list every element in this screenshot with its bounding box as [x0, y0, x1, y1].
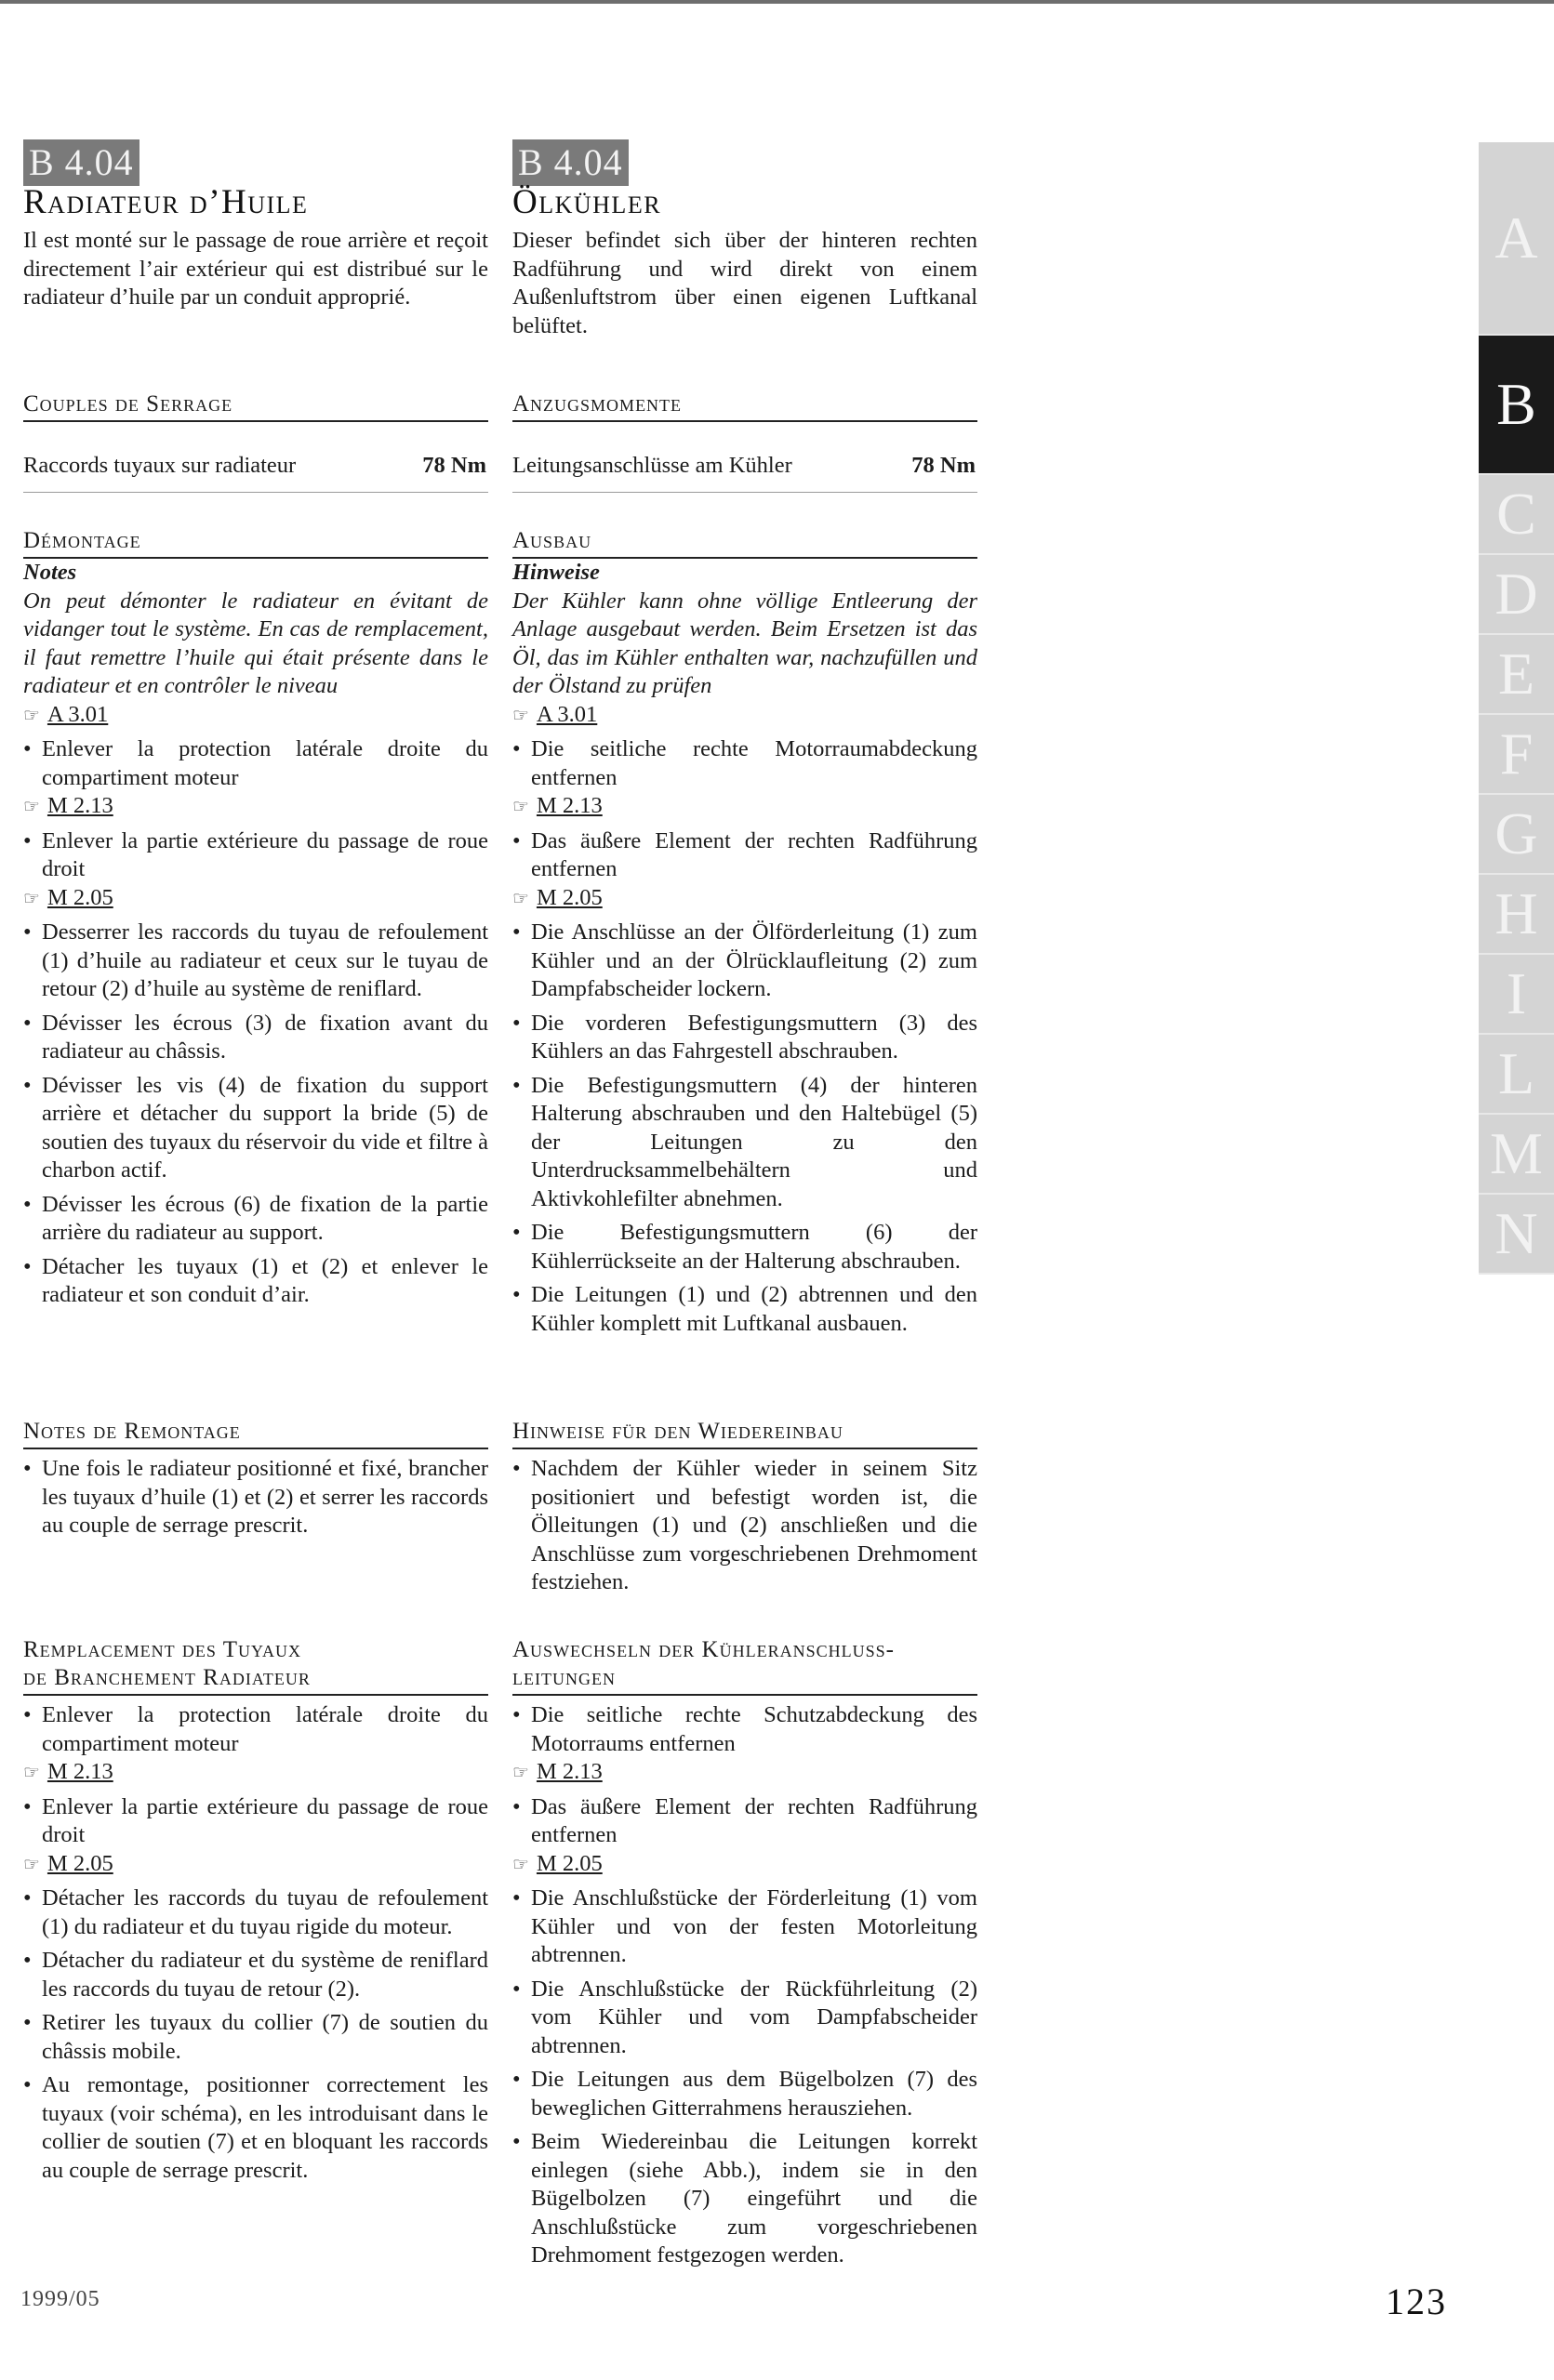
notes-label: Notes	[23, 560, 77, 585]
torque-section	[512, 390, 977, 493]
removal-section	[23, 527, 488, 1310]
chapter-tab-m[interactable]: M	[1479, 1115, 1554, 1195]
chapter-tab-b[interactable]: B	[1479, 336, 1554, 475]
list-item: • Die Anschlußstücke der Rückführleitung (2) vom Kühler und vom Dampfabscheider abtrennen.	[512, 1976, 977, 2061]
list-item: • Au remontage, positionner correctement les tuyaux (voir schéma), en les introduisant dans le collier de soutien (7) et en bloquant les raccords au couple de serrage prescrit.	[23, 2071, 488, 2185]
top-rule	[0, 0, 1554, 4]
pointing-hand-icon: ☞	[23, 705, 40, 726]
reassembly-section	[23, 1418, 488, 1540]
reference-link[interactable]: ☞ M 2.13	[23, 793, 113, 818]
list-item: • Die seitliche rechte Schutzabdeckung des Motorraums entfernen	[512, 1701, 977, 1758]
french-column	[23, 139, 488, 2183]
section-code-badge: B 4.04	[23, 139, 139, 186]
list-item: • Die Befestigungsmuttern (6) der Kühlerrückseite an der Halterung abschrauben.	[512, 1219, 977, 1276]
torque-value: 78 Nm	[911, 453, 976, 478]
list-item: • Dévisser les écrous (6) de fixation de la partie arrière du radiateur au support.	[23, 1191, 488, 1248]
page-title: Ölkühler	[512, 183, 662, 221]
list-item: • Das äußere Element der rechten Radführung entfernen	[512, 1793, 977, 1850]
list-item: • Détacher les raccords du tuyau de refoulement (1) du radiateur et du tuyau rigide du moteur.	[23, 1884, 488, 1941]
torque-item: Raccords tuyaux sur radiateur	[23, 453, 297, 478]
torque-section	[23, 390, 488, 493]
reference-link[interactable]: ☞ M 2.13	[512, 793, 603, 818]
reference-link[interactable]: ☞ A 3.01	[23, 701, 109, 727]
torque-value: 78 Nm	[422, 453, 486, 478]
section-code-badge: B 4.04	[512, 139, 629, 186]
list-item: • Enlever la protection latérale droite du compartiment moteur	[23, 1701, 488, 1758]
torque-item: Leitungsanschlüsse am Kühler	[512, 453, 792, 478]
replacement-heading-line2: de Branchement Radiateur	[23, 1664, 488, 1696]
torque-row	[23, 439, 488, 493]
list-item: • Das äußere Element der rechten Radführung entfernen	[512, 827, 977, 884]
removal-section	[512, 527, 977, 1338]
list-item: • Die seitliche rechte Motorraumabdeckung entfernen	[512, 735, 977, 792]
reference-link[interactable]: ☞ M 2.05	[23, 1850, 113, 1876]
list-item: • Détacher les tuyaux (1) et (2) et enlever le radiateur et son conduit d’air.	[23, 1253, 488, 1310]
list-item: • Détacher du radiateur et du système de reniflard les raccords du tuyau de retour (2).	[23, 1947, 488, 2003]
torque-heading: Anzugsmomente	[512, 390, 977, 422]
reference-link[interactable]: ☞ M 2.05	[512, 884, 603, 910]
replacement-heading-line2: leitungen	[512, 1664, 977, 1696]
page-number: 123	[1386, 2281, 1447, 2322]
intro-paragraph: Dieser befindet sich über der hinteren rechten Radführung und wird direkt von einem Außenluftstrom über einen eigenen Luftkanal belüftet.	[512, 228, 977, 338]
notes-text: On peut démonter le radiateur en évitant de vidanger tout le système. En cas de remplacement, il faut remettre l’huile qui était présente dans le radiateur et en contrôler le niveau	[23, 588, 488, 698]
chapter-tab-g[interactable]: G	[1479, 795, 1554, 875]
chapter-tab-c[interactable]: C	[1479, 475, 1554, 555]
chapter-tab-strip	[1479, 142, 1554, 1275]
list-item: • Die vorderen Befestigungsmuttern (3) des Kühlers an das Fahrgestell abschrauben.	[512, 1010, 977, 1066]
replacement-heading-line1: Auswechseln der Kühleranschluss-	[512, 1637, 895, 1662]
list-item: • Desserrer les raccords du tuyau de refoulement (1) d’huile au radiateur et ceux sur le tuyau de retour (2) d’huile au système de reniflard.	[23, 919, 488, 1004]
torque-heading: Couples de Serrage	[23, 390, 488, 422]
chapter-tab-d[interactable]: D	[1479, 555, 1554, 635]
reassembly-heading: Hinweise für den Wiedereinbau	[512, 1418, 977, 1449]
pointing-hand-icon: ☞	[23, 797, 40, 817]
chapter-tab-e[interactable]: E	[1479, 635, 1554, 715]
list-item: • Die Anschlußstücke der Förderleitung (1) vom Kühler und von der festen Motorleitung abtrennen.	[512, 1884, 977, 1970]
reference-link[interactable]: ☞ M 2.05	[512, 1850, 603, 1876]
pointing-hand-icon: ☞	[23, 888, 40, 909]
replacement-heading-line1: Remplacement des Tuyaux	[23, 1637, 301, 1662]
pointing-hand-icon: ☞	[512, 705, 529, 726]
removal-heading: Démontage	[23, 527, 488, 559]
chapter-tab-h[interactable]: H	[1479, 875, 1554, 955]
replacement-section	[512, 1636, 977, 2270]
pointing-hand-icon: ☞	[512, 1854, 529, 1875]
removal-heading: Ausbau	[512, 527, 977, 559]
list-item: • Nachdem der Kühler wieder in seinem Sitz positioniert und befestigt worden ist, die Ölleitungen (1) und (2) anschließen und die Anschlüsse zum vorgeschriebenen Drehmoment festziehen.	[512, 1455, 977, 1597]
reference-link[interactable]: ☞ M 2.05	[23, 884, 113, 910]
reassembly-section	[512, 1418, 977, 1597]
list-item: • Enlever la protection latérale droite du compartiment moteur	[23, 735, 488, 792]
intro-paragraph: Il est monté sur le passage de roue arrière et reçoit directement l’air extérieur qui est distribué sur le radiateur d’huile par un conduit approprié.	[23, 228, 488, 310]
page-title: Radiateur d’Huile	[23, 183, 309, 221]
list-item: • Die Befestigungsmuttern (4) der hinteren Halterung abschrauben und den Haltebügel (5) der Leitungen zu den Unterdrucksammelbehältern und Aktivkohlefilter abnehmen.	[512, 1072, 977, 1214]
list-item: • Die Anschlüsse an der Ölförderleitung (1) zum Kühler und an der Ölrücklaufleitung (2) zum Dampfabscheider lockern.	[512, 919, 977, 1004]
reference-link[interactable]: ☞ M 2.13	[512, 1759, 603, 1784]
list-item: • Enlever la partie extérieure du passage de roue droit	[23, 827, 488, 884]
list-item: • Die Leitungen (1) und (2) abtrennen und den Kühler komplett mit Luftkanal ausbauen.	[512, 1281, 977, 1338]
chapter-tab-f[interactable]: F	[1479, 715, 1554, 795]
chapter-tab-l[interactable]: L	[1479, 1035, 1554, 1115]
list-item: • Dévisser les écrous (3) de fixation avant du radiateur au châssis.	[23, 1010, 488, 1066]
pointing-hand-icon: ☞	[512, 1763, 529, 1783]
list-item: • Die Leitungen aus dem Bügelbolzen (7) des beweglichen Gitterrahmens herausziehen.	[512, 2066, 977, 2122]
reassembly-heading: Notes de Remontage	[23, 1418, 488, 1449]
reference-link[interactable]: ☞ M 2.13	[23, 1759, 113, 1784]
chapter-tab-n[interactable]: N	[1479, 1195, 1554, 1275]
pointing-hand-icon: ☞	[512, 797, 529, 817]
german-column	[512, 139, 977, 2268]
list-item: • Une fois le radiateur positionné et fixé, brancher les tuyaux d’huile (1) et (2) et serrer les raccords au couple de serrage prescrit.	[23, 1455, 488, 1540]
chapter-tab-a[interactable]: A	[1479, 142, 1554, 336]
edition-date: 1999/05	[20, 2287, 100, 2311]
reference-link[interactable]: ☞ A 3.01	[512, 701, 598, 727]
replacement-section	[23, 1636, 488, 2185]
list-item: • Dévisser les vis (4) de fixation du support arrière et détacher du support la bride (5) de soutien des tuyaux du réservoir du vide et filtre à charbon actif.	[23, 1072, 488, 1185]
list-item: • Retirer les tuyaux du collier (7) de soutien du châssis mobile.	[23, 2009, 488, 2066]
pointing-hand-icon: ☞	[23, 1763, 40, 1783]
list-item: • Enlever la partie extérieure du passage de roue droit	[23, 1793, 488, 1850]
chapter-tab-i[interactable]: I	[1479, 955, 1554, 1035]
notes-text: Der Kühler kann ohne völlige Entleerung der Anlage ausgebaut werden. Beim Ersetzen ist das Öl, das im Kühler enthalten war, nachzufüllen und der Ölstand zu prüfen	[512, 588, 977, 698]
list-item: • Beim Wiedereinbau die Leitungen korrekt einlegen (siehe Abb.), indem sie in den Bügelbolzen (7) eingeführt und die Anschlußstücke zum vorgeschriebenen Drehmoment festgezogen werden.	[512, 2128, 977, 2270]
pointing-hand-icon: ☞	[512, 888, 529, 909]
torque-row	[512, 439, 977, 493]
pointing-hand-icon: ☞	[23, 1854, 40, 1875]
notes-label: Hinweise	[512, 560, 600, 585]
